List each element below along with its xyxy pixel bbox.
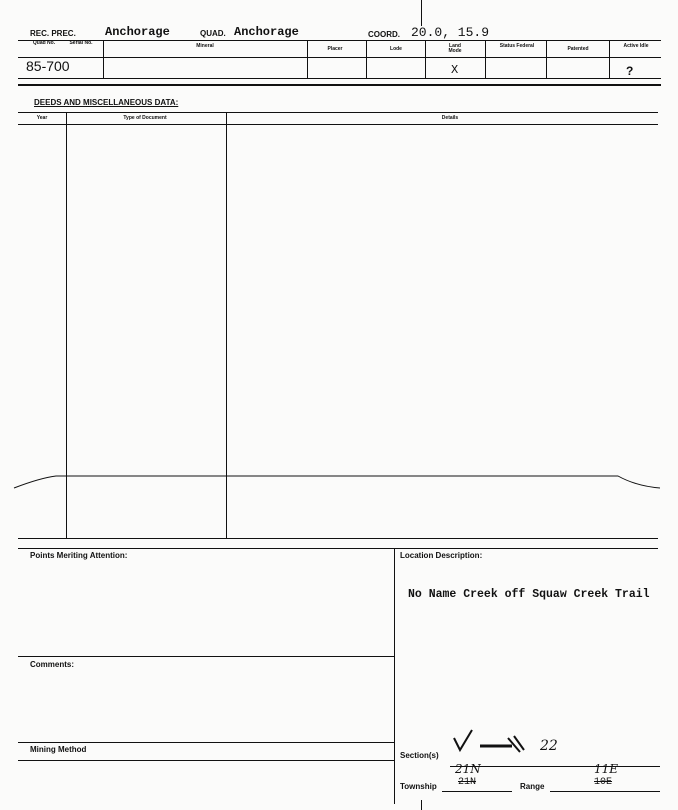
coord-label: COORD. [368,30,400,39]
township-value: 21N [455,762,481,776]
land-mode-mark: X [451,63,459,77]
sections-value: 22 [540,738,558,754]
col-type-of-document: Type of Document [123,115,167,121]
col-serial-no: Serial No. [69,40,93,46]
location-description-text: No Name Creek off Squaw Creek Trail [408,588,650,601]
col-quad-no: Quad No. [32,40,56,46]
col-details: Details [441,115,459,121]
page-fold-line [0,462,678,502]
location-description-label: Location Description: [400,551,483,560]
col-lode: Lode [390,46,402,52]
mining-method-label: Mining Method [30,745,87,754]
range-value: 11E [594,762,619,776]
rec-prec-label: REC. PREC. [30,29,76,38]
col-active-idle: Active Idle [623,43,649,49]
rec-prec-value: Anchorage [105,25,170,39]
deeds-title: DEEDS AND MISCELLANEOUS DATA: [34,98,179,107]
quad-label: QUAD. [200,29,226,38]
handwritten-check-mark [450,728,550,756]
quad-no-value: 85-700 [26,58,70,74]
quad-value: Anchorage [234,25,299,39]
range-label: Range [520,782,545,791]
comments-label: Comments: [30,660,75,669]
points-meriting-attention-label: Points Meriting Attention: [30,551,128,560]
township-struck-value: 21N [458,777,477,788]
col-year: Year [36,115,48,121]
township-label: Township [400,782,437,791]
sections-label: Section(s) [400,751,439,760]
col-placer: Placer [327,46,343,52]
active-idle-mark: ? [626,64,634,78]
range-struck-value: 10E [594,777,613,788]
col-status-federal: Status Federal [499,43,535,49]
col-mineral: Mineral [196,43,214,49]
col-patented: Patented [567,46,589,52]
coord-value: 20.0, 15.9 [411,25,490,40]
col-land-mode: Land Mode [448,43,462,54]
